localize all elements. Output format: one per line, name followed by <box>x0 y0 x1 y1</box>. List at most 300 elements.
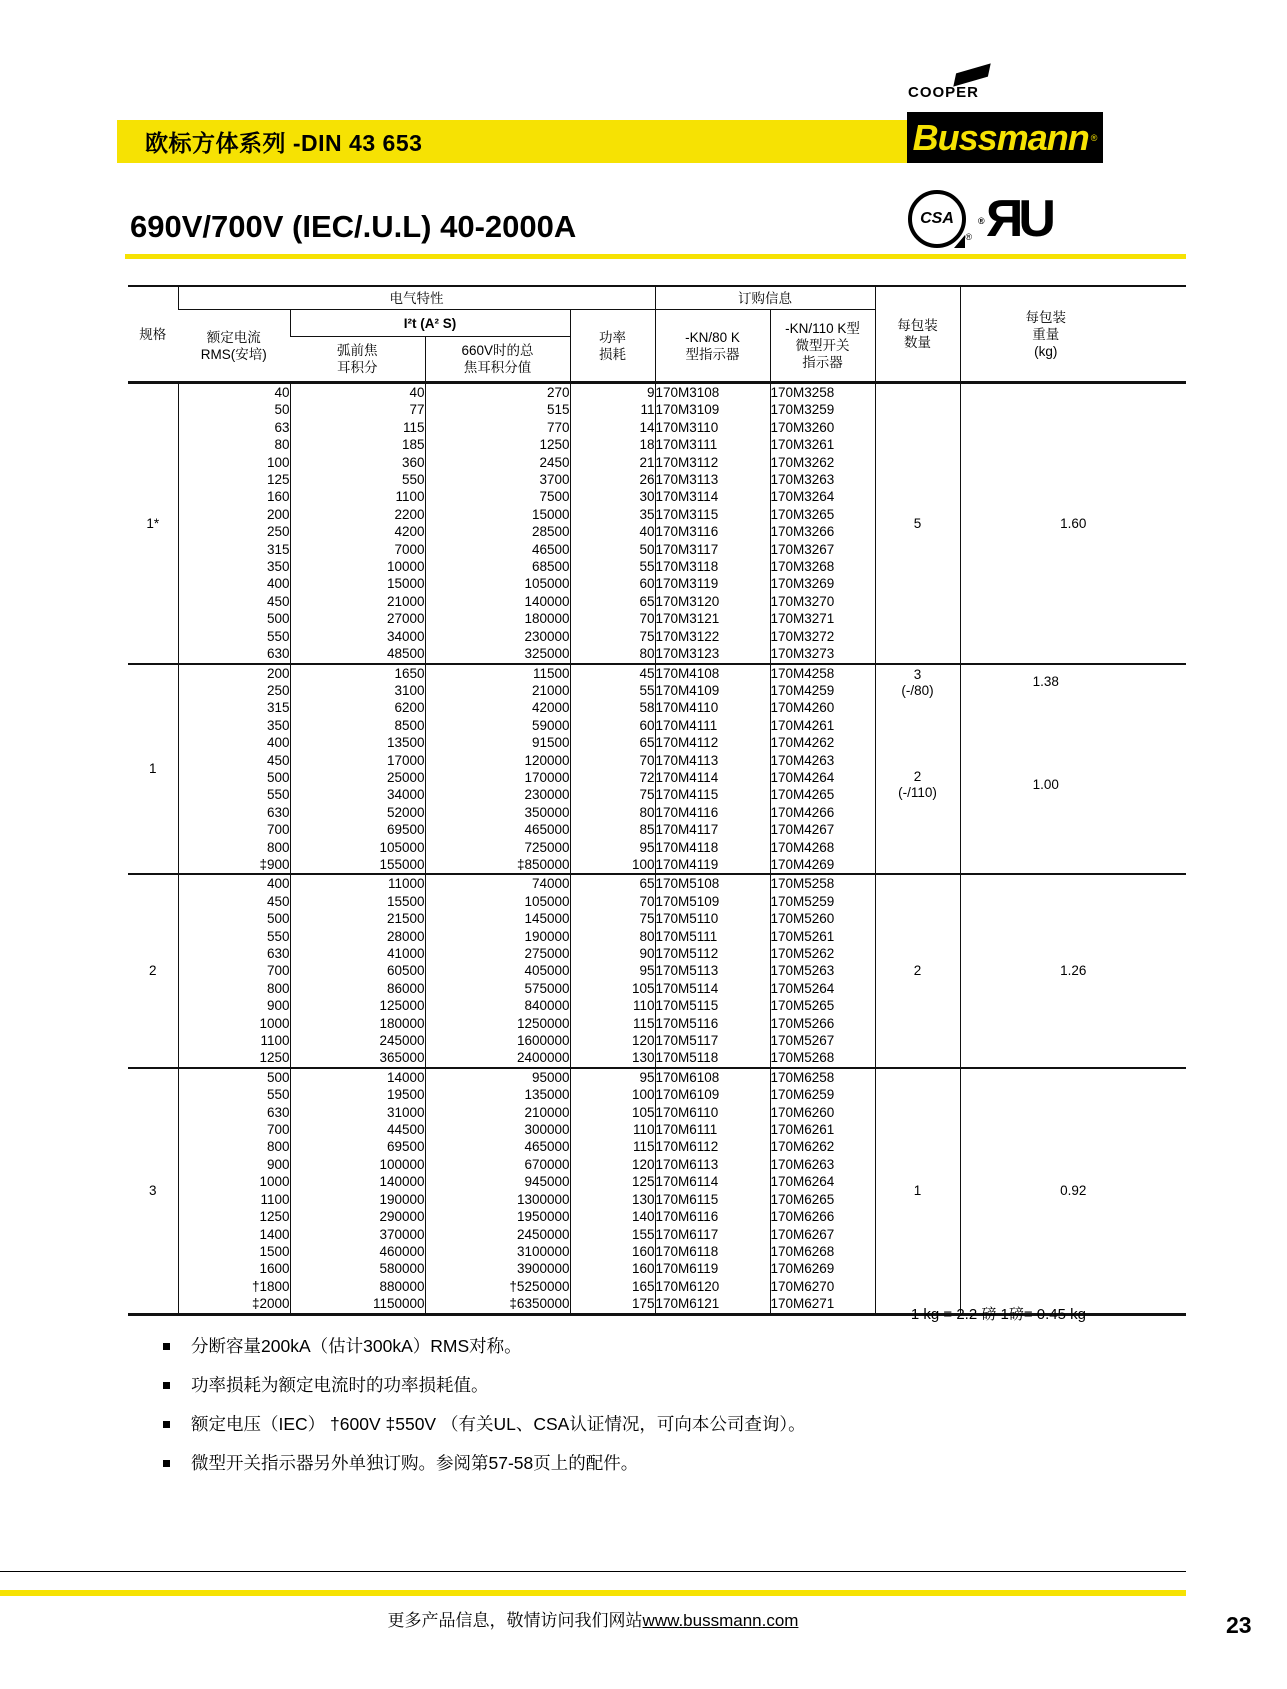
rated-current-cell: 550 <box>178 1086 290 1103</box>
power-loss-cell: 55 <box>570 682 655 699</box>
rated-current-cell: 63 <box>178 419 290 436</box>
rated-current-cell: 125 <box>178 471 290 488</box>
kn110-part-number-cell: 170M5263 <box>770 962 875 979</box>
kn110-part-number-cell: 170M3265 <box>770 506 875 523</box>
rated-current-cell: 630 <box>178 804 290 821</box>
kn80-part-number-cell: 170M6113 <box>655 1156 770 1173</box>
kn110-part-number-cell: 170M3264 <box>770 488 875 505</box>
prearc-i2t-cell: 125000 <box>290 997 425 1014</box>
kn80-part-number-cell: 170M4109 <box>655 682 770 699</box>
total-i2t-cell: 21000 <box>425 682 570 699</box>
prearc-i2t-cell: 7000 <box>290 541 425 558</box>
kn80-part-number-cell: 170M6111 <box>655 1121 770 1138</box>
cooper-logo <box>908 84 1104 110</box>
prearc-i2t-cell: 180000 <box>290 1015 425 1032</box>
registered-mark: ® <box>978 216 985 226</box>
total-i2t-cell: 670000 <box>425 1156 570 1173</box>
power-loss-cell: 120 <box>570 1156 655 1173</box>
prearc-i2t-cell: 52000 <box>290 804 425 821</box>
power-loss-cell: 11 <box>570 401 655 418</box>
total-i2t-cell: 95000 <box>425 1068 570 1086</box>
kn110-part-number-cell: 170M3258 <box>770 383 875 402</box>
total-i2t-cell: 230000 <box>425 786 570 803</box>
kn110-part-number-cell: 170M4263 <box>770 752 875 769</box>
footnote-text: 功率损耗为额定电流时的功率损耗值。 <box>191 1375 489 1395</box>
kn110-part-number-cell: 170M3270 <box>770 593 875 610</box>
total-i2t-cell: ‡850000 <box>425 856 570 874</box>
prearc-i2t-cell: 40 <box>290 383 425 402</box>
rated-current-cell: 1400 <box>178 1226 290 1243</box>
kn80-part-number-cell: 170M4116 <box>655 804 770 821</box>
rated-current-cell: 450 <box>178 893 290 910</box>
prearc-i2t-cell: 69500 <box>290 821 425 838</box>
spec-cell: 3 <box>128 1068 178 1314</box>
csa-icon-text: CSA <box>920 210 954 227</box>
prearc-i2t-cell: 140000 <box>290 1173 425 1190</box>
fuse-table-body <box>128 383 1186 1315</box>
total-i2t-cell: 2450000 <box>425 1226 570 1243</box>
rated-current-cell: 1000 <box>178 1173 290 1190</box>
bullet-square-icon <box>163 1382 170 1389</box>
power-loss-cell: 80 <box>570 804 655 821</box>
kn110-part-number-cell: 170M3263 <box>770 471 875 488</box>
kn80-part-number-cell: 170M6120 <box>655 1278 770 1295</box>
series-banner <box>117 120 907 163</box>
kn80-part-number-cell: 170M3123 <box>655 645 770 663</box>
pack-weight-cell: 1.26 <box>960 874 1186 1067</box>
kn110-part-number-cell: 170M4260 <box>770 699 875 716</box>
bussmann-logo-text: Bussmann <box>912 116 1089 158</box>
total-i2t-cell: 140000 <box>425 593 570 610</box>
total-i2t-cell: 210000 <box>425 1104 570 1121</box>
rated-current-cell: ‡2000 <box>178 1295 290 1314</box>
rated-current-cell: 1600 <box>178 1260 290 1277</box>
power-loss-cell: 160 <box>570 1243 655 1260</box>
total-i2t-cell: 1250 <box>425 436 570 453</box>
rated-current-cell: 500 <box>178 910 290 927</box>
prearc-i2t-cell: 41000 <box>290 945 425 962</box>
prearc-i2t-cell: 25000 <box>290 769 425 786</box>
kn80-part-number-cell: 170M5110 <box>655 910 770 927</box>
total-i2t-cell: 840000 <box>425 997 570 1014</box>
col-header-power-loss: 功率 损耗 <box>570 310 655 383</box>
power-loss-cell: 125 <box>570 1173 655 1190</box>
power-loss-cell: 75 <box>570 628 655 645</box>
kn80-part-number-cell: 170M6118 <box>655 1243 770 1260</box>
power-loss-cell: 21 <box>570 454 655 471</box>
power-loss-cell: 35 <box>570 506 655 523</box>
prearc-i2t-cell: 60500 <box>290 962 425 979</box>
total-i2t-cell: 1950000 <box>425 1208 570 1225</box>
footnote-item <box>163 1450 806 1475</box>
yellow-divider <box>125 254 1186 259</box>
total-i2t-cell: 575000 <box>425 980 570 997</box>
rated-current-cell: 315 <box>178 699 290 716</box>
footnote-item <box>163 1333 806 1358</box>
power-loss-cell: 155 <box>570 1226 655 1243</box>
col-header-spec: 规格 <box>128 286 178 383</box>
kn110-part-number-cell: 170M3271 <box>770 610 875 627</box>
total-i2t-cell: ‡6350000 <box>425 1295 570 1314</box>
total-i2t-cell: 1600000 <box>425 1032 570 1049</box>
footer-info-text: 更多产品信息，敬情访问我们网站 <box>387 1611 643 1630</box>
prearc-i2t-cell: 190000 <box>290 1191 425 1208</box>
total-i2t-cell: 7500 <box>425 488 570 505</box>
prearc-i2t-cell: 365000 <box>290 1049 425 1067</box>
footer-yellow-rule <box>0 1590 1186 1596</box>
total-i2t-cell: 105000 <box>425 893 570 910</box>
col-header-rated-current: 额定电流 RMS(安培) <box>178 310 290 383</box>
kn80-part-number-cell: 170M6117 <box>655 1226 770 1243</box>
rated-current-cell: 315 <box>178 541 290 558</box>
power-loss-cell: 140 <box>570 1208 655 1225</box>
pack-qty-cell: 5 <box>875 383 960 664</box>
power-loss-cell: 65 <box>570 874 655 892</box>
table-row <box>128 664 1186 682</box>
pack-qty-value: 3 <box>913 666 922 682</box>
rated-current-cell: 630 <box>178 945 290 962</box>
kn80-part-number-cell: 170M3119 <box>655 575 770 592</box>
total-i2t-cell: 3900000 <box>425 1260 570 1277</box>
pack-weight-cell: 1.60 <box>960 383 1186 664</box>
kn110-part-number-cell: 170M5261 <box>770 928 875 945</box>
total-i2t-cell: 68500 <box>425 558 570 575</box>
rated-current-cell: 500 <box>178 769 290 786</box>
kn80-part-number-cell: 170M3122 <box>655 628 770 645</box>
kn80-part-number-cell: 170M6119 <box>655 1260 770 1277</box>
rated-current-cell: 630 <box>178 645 290 663</box>
kn80-part-number-cell: 170M4113 <box>655 752 770 769</box>
kn110-part-number-cell: 170M4258 <box>770 664 875 682</box>
prearc-i2t-cell: 3100 <box>290 682 425 699</box>
total-i2t-cell: 725000 <box>425 839 570 856</box>
power-loss-cell: 80 <box>570 928 655 945</box>
rated-current-cell: ‡900 <box>178 856 290 874</box>
kn80-part-number-cell: 170M6115 <box>655 1191 770 1208</box>
rated-current-cell: †1800 <box>178 1278 290 1295</box>
power-loss-cell: 60 <box>570 717 655 734</box>
table-row <box>128 874 1186 892</box>
power-loss-cell: 72 <box>570 769 655 786</box>
prearc-i2t-cell: 4200 <box>290 523 425 540</box>
total-i2t-cell: 170000 <box>425 769 570 786</box>
kn80-part-number-cell: 170M5118 <box>655 1049 770 1067</box>
prearc-i2t-cell: 1100 <box>290 488 425 505</box>
kn80-part-number-cell: 170M3120 <box>655 593 770 610</box>
total-i2t-cell: 105000 <box>425 575 570 592</box>
kn80-part-number-cell: 170M5108 <box>655 874 770 892</box>
col-header-pack-weight: 每包装 重量 (kg) <box>960 286 1186 383</box>
rated-current-cell: 200 <box>178 664 290 682</box>
power-loss-cell: 50 <box>570 541 655 558</box>
power-loss-cell: 165 <box>570 1278 655 1295</box>
col-header-i2t: I²t (A² S) <box>290 310 570 337</box>
total-i2t-cell: 135000 <box>425 1086 570 1103</box>
power-loss-cell: 75 <box>570 910 655 927</box>
power-loss-cell: 120 <box>570 1032 655 1049</box>
prearc-i2t-cell: 44500 <box>290 1121 425 1138</box>
rated-current-cell: 800 <box>178 980 290 997</box>
power-loss-cell: 30 <box>570 488 655 505</box>
rated-current-cell: 500 <box>178 1068 290 1086</box>
kn110-part-number-cell: 170M6260 <box>770 1104 875 1121</box>
rated-current-cell: 700 <box>178 1121 290 1138</box>
kn110-part-number-cell: 170M6266 <box>770 1208 875 1225</box>
kn110-part-number-cell: 170M5260 <box>770 910 875 927</box>
rated-current-cell: 1100 <box>178 1032 290 1049</box>
kn80-part-number-cell: 170M4111 <box>655 717 770 734</box>
prearc-i2t-cell: 27000 <box>290 610 425 627</box>
ul-icon-text: ЯU <box>986 190 1051 248</box>
kn80-part-number-cell: 170M6116 <box>655 1208 770 1225</box>
rated-current-cell: 350 <box>178 558 290 575</box>
rated-current-cell: 800 <box>178 839 290 856</box>
power-loss-cell: 95 <box>570 962 655 979</box>
col-header-kn80-indicator: -KN/80 K 型指示器 <box>655 310 770 383</box>
kn80-part-number-cell: 170M4112 <box>655 734 770 751</box>
kn80-part-number-cell: 170M3110 <box>655 419 770 436</box>
prearc-i2t-cell: 19500 <box>290 1086 425 1103</box>
spec-cell: 1* <box>128 383 178 664</box>
prearc-i2t-cell: 2200 <box>290 506 425 523</box>
total-i2t-cell: 2400000 <box>425 1049 570 1067</box>
rated-current-cell: 800 <box>178 1138 290 1155</box>
total-i2t-cell: 1250000 <box>425 1015 570 1032</box>
prearc-i2t-cell: 105000 <box>290 839 425 856</box>
total-i2t-cell: 405000 <box>425 962 570 979</box>
kn80-part-number-cell: 170M4117 <box>655 821 770 838</box>
rated-current-cell: 400 <box>178 575 290 592</box>
prearc-i2t-cell: 550 <box>290 471 425 488</box>
rated-current-cell: 160 <box>178 488 290 505</box>
prearc-i2t-cell: 100000 <box>290 1156 425 1173</box>
rated-current-cell: 450 <box>178 752 290 769</box>
kn80-part-number-cell: 170M6112 <box>655 1138 770 1155</box>
total-i2t-cell: 325000 <box>425 645 570 663</box>
rated-current-cell: 900 <box>178 997 290 1014</box>
rated-current-cell: 550 <box>178 628 290 645</box>
kn80-part-number-cell: 170M6121 <box>655 1295 770 1314</box>
power-loss-cell: 9 <box>570 383 655 402</box>
pack-qty-group <box>876 667 960 699</box>
prearc-i2t-cell: 15500 <box>290 893 425 910</box>
rated-current-cell: 80 <box>178 436 290 453</box>
footnote-item <box>163 1372 806 1397</box>
kn80-part-number-cell: 170M5112 <box>655 945 770 962</box>
rated-current-cell: 200 <box>178 506 290 523</box>
prearc-i2t-cell: 360 <box>290 454 425 471</box>
kn80-part-number-cell: 170M4114 <box>655 769 770 786</box>
prearc-i2t-cell: 8500 <box>290 717 425 734</box>
kn110-part-number-cell: 170M4267 <box>770 821 875 838</box>
fuse-spec-table <box>128 285 1186 1316</box>
rated-current-cell: 550 <box>178 928 290 945</box>
power-loss-cell: 58 <box>570 699 655 716</box>
total-i2t-cell: †5250000 <box>425 1278 570 1295</box>
kn80-part-number-cell: 170M3111 <box>655 436 770 453</box>
total-i2t-cell: 1300000 <box>425 1191 570 1208</box>
total-i2t-cell: 770 <box>425 419 570 436</box>
kn80-part-number-cell: 170M3118 <box>655 558 770 575</box>
kn110-part-number-cell: 170M5268 <box>770 1049 875 1067</box>
group-header-electrical: 电气特性 <box>178 286 655 310</box>
registered-mark: ® <box>965 232 972 242</box>
prearc-i2t-cell: 11000 <box>290 874 425 892</box>
kn80-part-number-cell: 170M4118 <box>655 839 770 856</box>
power-loss-cell: 70 <box>570 893 655 910</box>
total-i2t-cell: 91500 <box>425 734 570 751</box>
group-header-ordering: 订购信息 <box>655 286 875 310</box>
prearc-i2t-cell: 10000 <box>290 558 425 575</box>
registered-mark: ® <box>1090 132 1098 143</box>
rated-current-cell: 900 <box>178 1156 290 1173</box>
rated-current-cell: 500 <box>178 610 290 627</box>
power-loss-cell: 65 <box>570 734 655 751</box>
footnote-text: 分断容量200kA（估计300kA）RMS对称。 <box>191 1336 522 1356</box>
rated-current-cell: 100 <box>178 454 290 471</box>
total-i2t-cell: 11500 <box>425 664 570 682</box>
prearc-i2t-cell: 1650 <box>290 664 425 682</box>
power-loss-cell: 90 <box>570 945 655 962</box>
total-i2t-cell: 15000 <box>425 506 570 523</box>
kn110-part-number-cell: 170M3262 <box>770 454 875 471</box>
kn110-part-number-cell: 170M3259 <box>770 401 875 418</box>
rated-current-cell: 250 <box>178 682 290 699</box>
kn110-part-number-cell: 170M5264 <box>770 980 875 997</box>
kn80-part-number-cell: 170M4119 <box>655 856 770 874</box>
rated-current-cell: 40 <box>178 383 290 402</box>
rated-current-cell: 400 <box>178 874 290 892</box>
power-loss-cell: 26 <box>570 471 655 488</box>
prearc-i2t-cell: 17000 <box>290 752 425 769</box>
kn80-part-number-cell: 170M5114 <box>655 980 770 997</box>
prearc-i2t-cell: 580000 <box>290 1260 425 1277</box>
kn110-part-number-cell: 170M3273 <box>770 645 875 663</box>
kn110-part-number-cell: 170M6258 <box>770 1068 875 1086</box>
prearc-i2t-cell: 370000 <box>290 1226 425 1243</box>
kn80-part-number-cell: 170M5115 <box>655 997 770 1014</box>
spec-cell: 2 <box>128 874 178 1067</box>
kn110-part-number-cell: 170M6259 <box>770 1086 875 1103</box>
csa-triangle-icon <box>954 235 965 248</box>
prearc-i2t-cell: 290000 <box>290 1208 425 1225</box>
total-i2t-cell: 59000 <box>425 717 570 734</box>
power-loss-cell: 100 <box>570 1086 655 1103</box>
footnote-text: 额定电压（IEC） †600V ‡550V （有关UL、CSA认证情况，可向本公司查询）。 <box>191 1414 806 1434</box>
total-i2t-cell: 945000 <box>425 1173 570 1190</box>
total-i2t-cell: 230000 <box>425 628 570 645</box>
power-loss-cell: 80 <box>570 645 655 663</box>
kn110-part-number-cell: 170M3269 <box>770 575 875 592</box>
kn80-part-number-cell: 170M5109 <box>655 893 770 910</box>
kn110-part-number-cell: 170M3260 <box>770 419 875 436</box>
total-i2t-cell: 465000 <box>425 821 570 838</box>
total-i2t-cell: 270 <box>425 383 570 402</box>
power-loss-cell: 160 <box>570 1260 655 1277</box>
total-i2t-cell: 28500 <box>425 523 570 540</box>
kn80-part-number-cell: 170M5113 <box>655 962 770 979</box>
footnotes-list <box>135 1333 806 1489</box>
pack-qty-cell: 1 <box>875 1068 960 1314</box>
table-row <box>128 383 1186 402</box>
bullet-square-icon <box>163 1421 170 1428</box>
power-loss-cell: 95 <box>570 839 655 856</box>
kn110-part-number-cell: 170M5259 <box>770 893 875 910</box>
prearc-i2t-cell: 15000 <box>290 575 425 592</box>
kn110-part-number-cell: 170M6269 <box>770 1260 875 1277</box>
kn110-part-number-cell: 170M6267 <box>770 1226 875 1243</box>
kn80-part-number-cell: 170M3112 <box>655 454 770 471</box>
rated-current-cell: 550 <box>178 786 290 803</box>
rated-current-cell: 700 <box>178 962 290 979</box>
col-header-total-i2t-660v: 660V时的总 焦耳积分值 <box>425 337 570 383</box>
kn80-part-number-cell: 170M3109 <box>655 401 770 418</box>
series-title: 欧标方体系列 -DIN 43 653 <box>145 130 423 156</box>
power-loss-cell: 55 <box>570 558 655 575</box>
rated-current-cell: 1100 <box>178 1191 290 1208</box>
website-link[interactable]: www.bussmann.com <box>642 1611 799 1630</box>
kn80-part-number-cell: 170M6114 <box>655 1173 770 1190</box>
prearc-i2t-cell: 28000 <box>290 928 425 945</box>
kn110-part-number-cell: 170M5266 <box>770 1015 875 1032</box>
total-i2t-cell: 275000 <box>425 945 570 962</box>
spec-cell: 1 <box>128 664 178 875</box>
power-loss-cell: 40 <box>570 523 655 540</box>
prearc-i2t-cell: 34000 <box>290 628 425 645</box>
power-loss-cell: 130 <box>570 1191 655 1208</box>
kn80-part-number-cell: 170M3121 <box>655 610 770 627</box>
kn110-part-number-cell: 170M4266 <box>770 804 875 821</box>
ul-recognized-icon <box>978 190 1051 248</box>
total-i2t-cell: 46500 <box>425 541 570 558</box>
power-loss-cell: 115 <box>570 1015 655 1032</box>
prearc-i2t-cell: 34000 <box>290 786 425 803</box>
prearc-i2t-cell: 13500 <box>290 734 425 751</box>
prearc-i2t-cell: 69500 <box>290 1138 425 1155</box>
table-row <box>128 1068 1186 1086</box>
kn110-part-number-cell: 170M6271 <box>770 1295 875 1314</box>
rated-current-cell: 400 <box>178 734 290 751</box>
total-i2t-cell: 42000 <box>425 699 570 716</box>
rated-current-cell: 700 <box>178 821 290 838</box>
footer-hairline <box>0 1571 1186 1572</box>
cooper-logo-text: COOPER <box>908 84 980 101</box>
kn110-part-number-cell: 170M4269 <box>770 856 875 874</box>
kn80-part-number-cell: 170M3115 <box>655 506 770 523</box>
spec-table-wrap <box>128 285 1186 1316</box>
power-loss-cell: 45 <box>570 664 655 682</box>
kn110-part-number-cell: 170M6263 <box>770 1156 875 1173</box>
kn80-part-number-cell: 170M6110 <box>655 1104 770 1121</box>
pack-qty-note: (-/80) <box>901 682 934 698</box>
certification-marks <box>908 190 1051 248</box>
page-title: 690V/700V (IEC/.U.L) 40-2000A <box>130 208 577 244</box>
kg-conversion-note: 1 kg = 2.2 磅 1磅= 0.45 kg <box>910 1306 1086 1323</box>
col-header-pack-qty: 每包装 数量 <box>875 286 960 383</box>
total-i2t-cell: 3100000 <box>425 1243 570 1260</box>
prearc-i2t-cell: 48500 <box>290 645 425 663</box>
rated-current-cell: 1500 <box>178 1243 290 1260</box>
pack-qty-value: 2 <box>913 768 922 784</box>
pack-weight-value: 1.00 <box>1032 777 1059 793</box>
rated-current-cell: 350 <box>178 717 290 734</box>
power-loss-cell: 70 <box>570 752 655 769</box>
table-header <box>128 286 1186 383</box>
kn110-part-number-cell: 170M3272 <box>770 628 875 645</box>
prearc-i2t-cell: 14000 <box>290 1068 425 1086</box>
power-loss-cell: 100 <box>570 856 655 874</box>
pack-qty-note: (-/110) <box>898 784 937 800</box>
